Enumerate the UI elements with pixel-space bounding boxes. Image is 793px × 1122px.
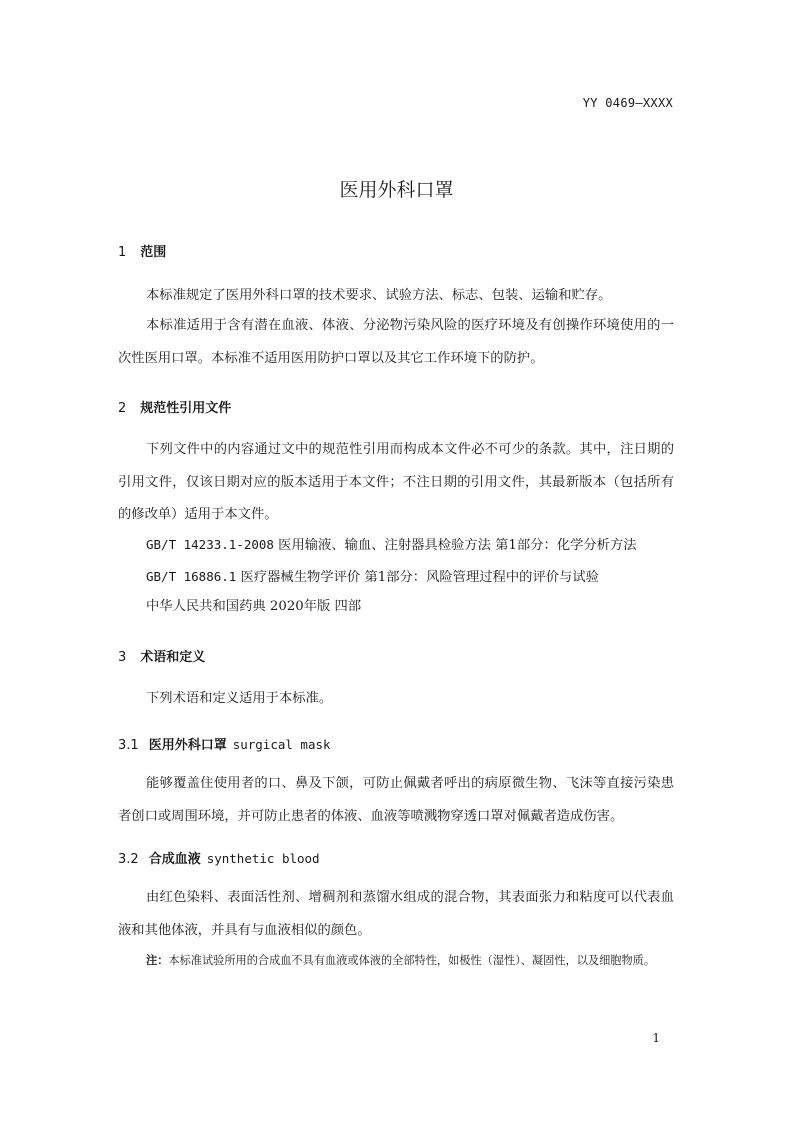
term-3-1-definition: 能够覆盖住使用者的口、鼻及下颌，可防止佩戴者呼出的病原微生物、飞沫等直接污染患者创口或周围环境，并可防止患者的体液、血液等喷溅物穿透口罩对佩戴者造成伤害。: [118, 776, 674, 824]
reference-item: [146, 567, 599, 588]
section-title: 范围: [140, 245, 167, 260]
term-number: 3.2: [118, 852, 139, 867]
scope-paragraph-1: 本标准规定了医用外科口罩的技术要求、试验方法、标志、包装、运输和贮存。: [146, 288, 612, 303]
section-number: 1: [118, 245, 127, 260]
section-title: 术语和定义: [140, 650, 206, 665]
term-title: 合成血液: [148, 852, 201, 867]
term-3-1-heading: [118, 734, 331, 753]
reference-code: GB/T 14233.1-2008: [146, 537, 274, 552]
scope-paragraph-2: 本标准适用于含有潜在血液、体液、分泌物污染风险的医疗环境及有创操作环境使用的一次性医用口罩。本标准不适用医用防护口罩以及其它工作环境下的防护。: [118, 318, 674, 366]
reference-text: 医疗器械生物学评价 第1部分：风险管理过程中的评价与试验: [236, 570, 599, 585]
reference-text: 医用输液、输血、注射器具检验方法 第1部分：化学分析方法: [273, 538, 637, 553]
page-number: 1: [652, 1031, 660, 1045]
term-number: 3.1: [118, 738, 139, 753]
section-1-heading: [118, 241, 166, 260]
reference-text: 中华人民共和国药典 2020年版 四部: [146, 599, 362, 614]
section-number: 3: [118, 650, 127, 665]
section-3-heading: [118, 646, 205, 665]
note: [118, 945, 674, 977]
term-title: 医用外科口罩: [148, 738, 227, 753]
note-text: 本标准试验所用的合成血不具有血液或体液的全部特性，如极性（湿性）、凝固性，以及细胞物质。: [168, 954, 656, 967]
term-3-2-definition: 由红色染料、表面活性剂、增稠剂和蒸馏水组成的混合物，其表面张力和粘度可以代表血液和其他体液，并具有与血液相似的颜色。: [118, 890, 674, 938]
note-label: 注：: [146, 954, 169, 967]
standard-code: YY 0469—XXXX: [582, 96, 673, 110]
section-number: 2: [118, 401, 127, 416]
reference-item: [146, 597, 361, 617]
reference-item: [146, 535, 637, 556]
term-3-2-heading: [118, 848, 320, 867]
document-title: 医用外科口罩: [339, 179, 454, 201]
section-title: 规范性引用文件: [140, 401, 232, 416]
references-intro-paragraph: 下列文件中的内容通过文中的规范性引用而构成本文件必不可少的条款。其中，注日期的引用文件，仅该日期对应的版本适用于本文件；不注日期的引用文件，其最新版本（包括所有的修改单）适用于本文件。: [118, 442, 674, 522]
term-english: surgical mask: [232, 737, 331, 752]
reference-code: GB/T 16886.1: [146, 569, 237, 584]
terms-intro-paragraph: 下列术语和定义适用于本标准。: [146, 691, 333, 706]
term-english: synthetic blood: [206, 851, 320, 866]
section-2-heading: [118, 397, 231, 416]
